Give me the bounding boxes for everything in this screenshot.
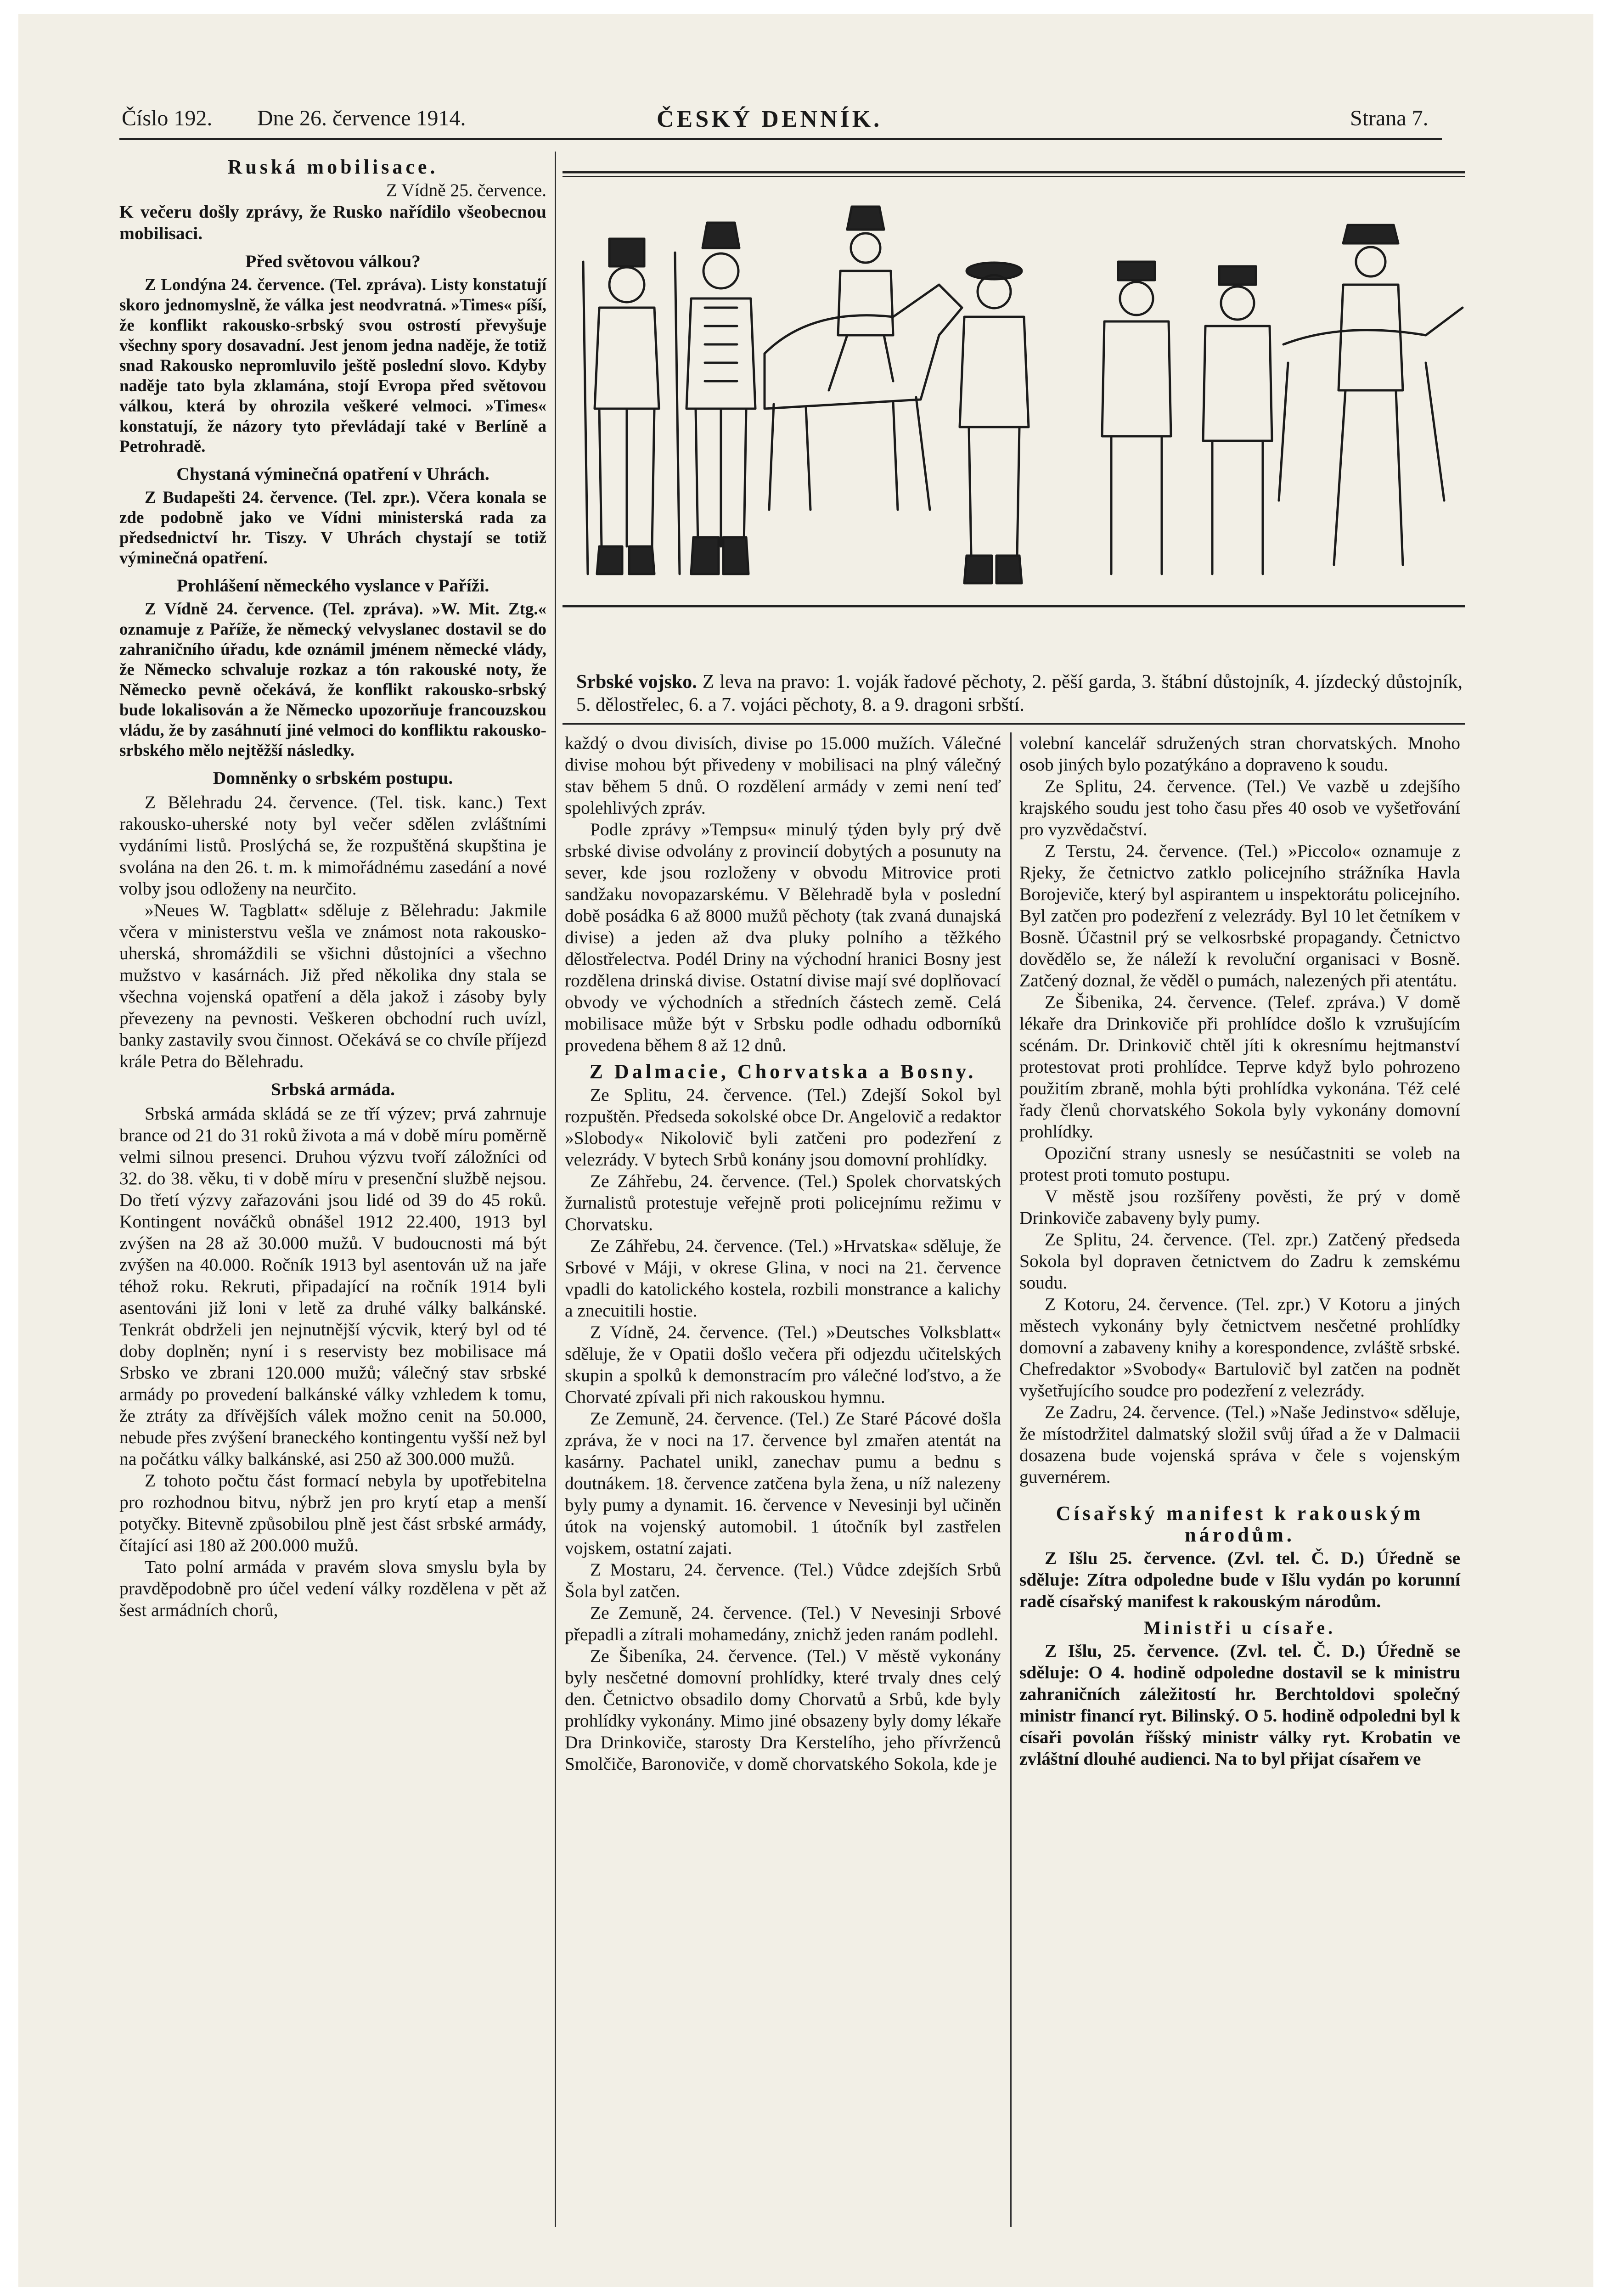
section-title: Srbská armáda. xyxy=(271,1079,395,1099)
article-paragraph: Z Vídně, 24. července. (Tel.) »Deutsches Volksblatt« sděluje, že v Opatii došlo večera při odjezdu učitelských skupin a spolků k demonstracím pro válečné loďstvo, a že Chorvaté zpívali při nich rakouskou hymnu. xyxy=(565,1322,1001,1407)
article-paragraph: Ze Záhřebu, 24. července. (Tel.) Spolek chorvatských žurnalistů protestuje veřejně proti policejnímu režimu v Chorvatsku. xyxy=(565,1171,1001,1234)
issue-number: Číslo 192. xyxy=(122,106,213,130)
soldier-2-figure xyxy=(675,223,755,574)
caption-text: Z leva na pravo: 1. voják řadové pěchoty, 2. pěší garda, 3. štábní důstojník, 4. jízdecký důstojník, 5. dělostřelec, 6. a 7. vojáci pěchoty, 8. a 9. dragoni srbští. xyxy=(576,671,1463,715)
header-rule xyxy=(119,138,1442,140)
section-title: Ministři u císaře. xyxy=(1143,1617,1336,1638)
article-paragraph: Z Mostaru, 24. července. (Tel.) Vůdce zdejších Srbů Šola byl zatčen. xyxy=(565,1559,1001,1601)
article-paragraph: Ze Záhřebu, 24. července. (Tel.) »Hrvatska« sděluje, že Srbové v Máji, v okrese Glina, v noci na 21. července vpadli do katolického kostela, rozbili monstrance a kalichy a znecuitili hostie. xyxy=(565,1236,1001,1321)
article-paragraph: Tato polní armáda v pravém slova smyslu byla by pravděpodobně pro účel vedení války rozdělena v pět až šest armádních chorů, xyxy=(119,1557,546,1620)
article-paragraph: volební kancelář sdružených stran chorvatských. Mnoho osob jiných bylo pozatýkáno a dopraveno k soudu. xyxy=(1019,733,1460,775)
section-title: Chystaná výminečná opatření v Uhrách. xyxy=(176,464,489,484)
article-paragraph: Z Išlu, 25. července. (Zvl. tel. Č. D.) Úředně se sděluje: O 4. hodině odpoledne dostavil se k ministru zahraničních záležitostí hr. Berchtoldovi společný ministr financí ryt. Bilinský. O 5. hodině odpoledni byl k císaři povolán říšský ministr války ryt. Krobatin ve zvláštní dlouhé audienci. Na to byl přijat císařem ve xyxy=(1019,1641,1460,1769)
article-paragraph: Z Terstu, 24. července. (Tel.) »Piccolo« oznamuje z Rjeky, že četnictvo zatklo policejního strážníka Havla Borojeviče, který byl aspirantem u inspektorátu policejního. Byl zatčen pro podezření z velezrády. Byl 10 let četníkem v Bosně. Účastnil prý se velkosrbské propagandy. Četnictvo dovědělo se, že náleží k revoluční organisaci v Bosně. Zatčený doznal, že věděl o pumách, nalezených při atentátu. xyxy=(1019,841,1460,990)
section-title: Z Dalmacie, Chorvatska a Bosny. xyxy=(589,1060,977,1083)
article-paragraph: Z Bělehradu 24. července. (Tel. tisk. kanc.) Text rakousko-uherské noty byl večer sdělen zvláštními vydáními listů. Proslýchá se, že rozpuštěná skupština je svolána na den 26. t. m. k mimořádnému zasedání a nové volby jsou odloženy na neurčito. xyxy=(119,792,546,899)
article-paragraph: Z Kotoru, 24. července. (Tel. zpr.) V Kotoru a jiných městech vykonány byly četnictvem nesčetné prohlídky domovní a zabaveny knihy a korespondence, zvláště srbské. Chefredaktor »Svobody« Bartulovič byl zatčen na podnět vyšetřujícího soudce pro podezření z velezrády. xyxy=(1019,1294,1460,1401)
newspaper-title: ČESKÝ DENNÍK. xyxy=(657,106,883,132)
column-divider xyxy=(1010,732,1012,2227)
article-paragraph: »Neues W. Tagblatt« sděluje z Bělehradu: Jakmile včera v ministerstvu vešla ve známost nota rakousko-uherská, shromáždili se všichni důstojníci a všechno mužstvo v kasárnách. Již před několika dny stala se všechna vojenská opatření a děla jakož i zásoby byly převezeny na pevnosti. Veškeren obchodní ruch uvízl, banky zastavily svou činnost. Očekává se co chvíle příjezd krále Petra do Bělehradu. xyxy=(119,900,546,1071)
article-paragraph: Z Londýna 24. července. (Tel. zpráva). Listy konstatují skoro jednomyslně, že válka jest neodvratná. »Times« píší, že konflikt rakousko-srbský svou ostrostí převyšuje všechny spory dosavadní. Jest jenom jedna naděje, že totiž snad Rakousko nepromluvilo ještě poslední slovo. Kdyby naděje tato byla zklamána, stojí Evropa před světovou válkou, která by ohrozila veškeré velmoci. »Times« konstatují, že názory tyto převládají také v Berlíně a Petrohradě. xyxy=(119,276,546,456)
article-paragraph: Podle zprávy »Tempsu« minulý týden byly prý dvě srbské divise odvolány z provincií dobytých a posunuty na sever, kde jsou rozloženy v obvodu Mitrovice proti sandžaku novopazarskému. V Bělehradě byla v poslední době posádka 6 až 8000 mužů pěchoty (tak zvaná dunajská divise) a jeden až dva pluky polního a těžkého dělostřelectva. Podél Driny na východní hranici Bosny jest rozdělena drinská divise. Ostatní divise mají své doplňovací obvody ve východních a středních částech země. Celá mobilisace může být v Srbsku podle odhadu odborníků provedena během 8 až 12 dnů. xyxy=(565,819,1001,1055)
article-paragraph: Ze Zadru, 24. července. (Tel.) »Naše Jedinstvo« sděluje, že místodržitel dalmatský složil svůj úřad a že v Dalmacii dosazena bude vojenská správa v čele s vojenským guvernérem. xyxy=(1019,1402,1460,1487)
article-paragraph: Ze Šibeníka, 24. července. (Tel.) V městě vykonány byly nesčetné domovní prohlídky, které trvaly dnes celý den. Četnictvo obsadilo domy Chorvatů a Srbů, kde byly prohlídky vykonány. Mimo jiné obsazeny byly domy lékaře Dra Drinkoviče, starosty Dra Kerstelího, jeho přívrženců Smolčiče, Baronoviče, v domě chorvatského Sokola, kde je xyxy=(565,1646,1001,1774)
article-paragraph: Z Išlu 25. července. (Zvl. tel. Č. D.) Úředně se sděluje: Zítra odpoledne bude v Išlu vydán po korunní radě císařský manifest k rakouským národům. xyxy=(1019,1548,1460,1611)
article-paragraph: Z Vídně 24. července. (Tel. zpráva). »W. Mit. Ztg.« oznamuje z Paříže, že německý velvyslanec dostavil se do zahraničního úřadu, kde oznámil jménem německé vlády, že Německo schvaluje rozkaz a tón rakouské noty, že Německo pevně očekává, že konflikt rakousko-srbský bude lokalisován a že Německo upozorňuje francouzskou vládu, že by zasáhnutí jiné velmoci do konfliktu rakousko-srbského mělo nejtěžší následky. xyxy=(119,600,546,760)
article-paragraph: Srbská armáda skládá se ze tří výzev; prvá zahrnuje brance od 21 do 31 roků života a má v době míru poměrně velmi silnou presenci. Druhou výzvu tvoří záložníci od 32. do 38. věku, ti v době míru v presenční službě nejsou. Do třetí výzvy zařazováni jsou lidé od 39 do 45 roků. Kontingent nováčků obnášel 1912 22.400, 1913 byl zvýšen na 28 až 30.000 mužů. V budoucnosti má být zvýšen na 40.000. Ročník 1913 byl asentován už na jaře téhož roku. Rekruti, připadající na ročník 1914 byli asentováni již loni v letě za druhé války balkánské. Tenkrát obdrželi jen nejnutnější výcvik, který byl od té doby doplněn; nyní i s reservisty bez mobilisace má Srbsko ve zbrani 120.000 mužů; válečný stav srbské armády po provedení balkánské války vzhledem k tomu, že ztráty za dřívějších válek možno cenit na 50.000, nebude přes zvýšení braneckého kontingentu vyšší než byl na počátku války balkánské, asi 250 až 300.000 mužů. xyxy=(119,1103,546,1469)
section-title: Domněnky o srbském postupu. xyxy=(213,768,453,788)
article-paragraph: Z Budapešti 24. července. (Tel. zpr.). Včera konala se zde podobně jako ve Vídni ministerská rada za předsednictví hr. Tiszy. V Uhrách chystají se totiž výminečná opatření. xyxy=(119,488,546,568)
article-paragraph: K večeru došly zprávy, že Rusko nařídilo všeobecnou mobilisaci. xyxy=(119,202,546,243)
column-1 xyxy=(119,152,546,1621)
column-divider xyxy=(555,152,556,2227)
column-3 xyxy=(1019,732,1460,1770)
article-paragraph: Ze Splitu, 24. července. (Tel.) Zdejší Sokol byl rozpuštěn. Předseda sokolské obce Dr. Angelovič a redaktor »Slobody« Nikolovič byli zatčeni pro podezření z velezrády. V bytech Srbů konány jsou domovní prohlídky. xyxy=(565,1085,1001,1170)
article-paragraph: Ze Šibenika, 24. července. (Telef. zpráva.) V domě lékaře dra Drinkoviče při prohlídce došlo k vzrušujícím scénám. Dr. Drinkovič chtěl jíti k okresnímu hejtmanství protestovat proti prohlídce. Teprve když bylo pohrozeno použitím zbraně, mohla býti prohlídka vykonána. Též celé řady členů chorvatského Sokola byly vykonány domovní prohlídky. xyxy=(1019,992,1460,1142)
article-paragraph: Opoziční strany usnesly se nesúčastniti se voleb na protest proti tomuto postupu. xyxy=(1019,1143,1460,1185)
dragoon-figures xyxy=(1279,225,1463,565)
soldier-1-figure xyxy=(583,239,659,574)
article-paragraph: Ze Zemuně, 24. července. (Tel.) Ze Staré Pácové došla zpráva, že v noci na 17. července byl zmařen atentát na kasárny. Pachatel unikl, zanechav pumu a bednu s doutnákem. 18. července zatčena byla žena, u níž nalezeny byly pumy a dynamit. 16. července v Nevesinji byl učiněn útok na vojenský automobil. 1 útočník byl zastřelen vojskem, ostatní zajati. xyxy=(565,1408,1001,1558)
section-title: Prohlášení německého vyslance v Paříži. xyxy=(176,575,489,596)
caption-rule xyxy=(563,723,1465,725)
mounted-officer-figure xyxy=(765,207,962,510)
article-paragraph: Ze Zemuně, 24. července. (Tel.) V Nevesinji Srbové přepadli a zítrali mohamedány, znichž jeden ranám podlehl. xyxy=(565,1603,1001,1644)
article-paragraph: každý o dvou divisích, divise po 15.000 mužích. Válečné divise mohou být přivedeny v mobilisaci na plný válečný stav během 5 dnů. O rozdělení armády v zemi není teď spolehlivých zpráv. xyxy=(565,733,1001,818)
section-title: Císařský manifest k rakouským národům. xyxy=(1056,1502,1424,1546)
article-paragraph: Ze Splitu, 24. července. (Tel.) Ve vazbě u zdejšího krajského soudu jest toho času přes 40 osob ve vyšetřování pro vyzvědačství. xyxy=(1019,776,1460,839)
caption-lead: Srbské vojsko. xyxy=(576,671,697,692)
page-number: Strana 7. xyxy=(1350,106,1429,130)
dateline: Z Vídně 25. července. xyxy=(386,180,546,200)
illustration-caption xyxy=(576,670,1463,716)
issue-date: Dne 26. července 1914. xyxy=(257,106,466,130)
soldier-6-figure xyxy=(1203,266,1272,574)
soldier-5-figure xyxy=(1102,262,1171,574)
article-paragraph: Ze Splitu, 24. července. (Tel. zpr.) Zatčený předseda Sokola byl dopraven četnictvem do Zadru k zemskému soudu. xyxy=(1019,1229,1460,1293)
article-paragraph: Z tohoto počtu část formací nebyla by upotřebitelna pro rozhodnou bitvu, nýbrž jen pro krytí etap a menší potyčky. Bitevně způsobilou plně jest část srbské armády, čítající asi 180 až 200.000 mužů. xyxy=(119,1470,546,1555)
article-paragraph: V městě jsou rozšířeny pověsti, že prý v domě Drinkoviče zabaveny byly pumy. xyxy=(1019,1186,1460,1228)
section-title: Před světovou válkou? xyxy=(245,251,421,271)
column-2 xyxy=(565,732,1001,1775)
soldier-4-figure xyxy=(960,263,1029,583)
serbian-army-illustration xyxy=(563,170,1465,611)
section-title: Ruská mobilisace. xyxy=(227,156,439,178)
